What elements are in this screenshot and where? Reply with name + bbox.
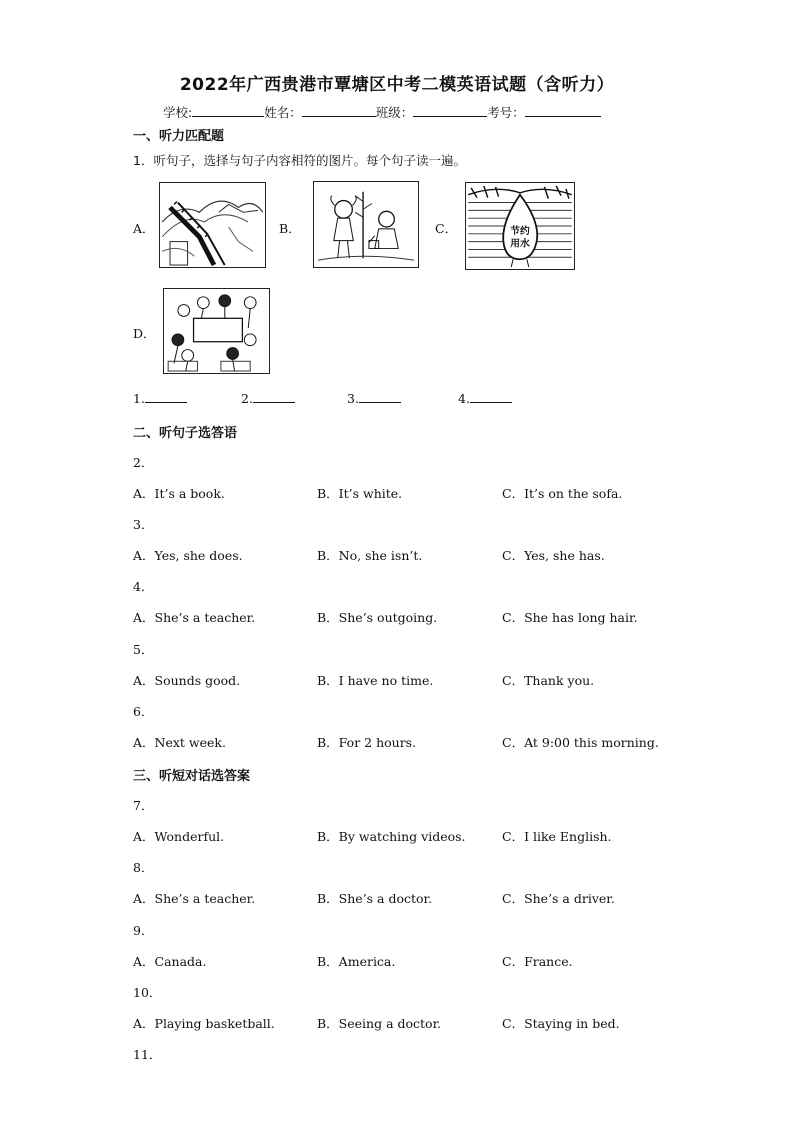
picture-d-label: D． <box>133 326 156 341</box>
option-a[interactable]: A．Sounds good. <box>133 673 241 688</box>
option-c[interactable]: C．At 9:00 this morning. <box>502 735 659 750</box>
answer-4-blank[interactable] <box>470 391 512 403</box>
option-b[interactable]: B．For 2 hours. <box>317 735 417 750</box>
option-b[interactable]: B．She’s a doctor. <box>317 891 433 906</box>
answer-4 <box>458 391 512 406</box>
option-c[interactable]: C．She has long hair. <box>502 610 638 625</box>
question-number: 8． <box>133 860 154 875</box>
option-a[interactable]: A．Playing basketball. <box>133 1016 275 1031</box>
water-drop-text-line2: 用水 <box>510 238 530 250</box>
question-number: 3． <box>133 517 154 532</box>
answer-4-label: 4. <box>458 391 470 406</box>
section3-heading: 三、听短对话选答案 <box>133 769 251 784</box>
answer-3-label: 3. <box>347 391 359 406</box>
number-label: 考号： <box>487 105 525 120</box>
section1-instruction: 1．听句子，选择与句子内容相符的图片。每个句子读一遍。 <box>133 153 466 168</box>
question-number: 5． <box>133 642 154 657</box>
option-a[interactable]: A．It’s a book. <box>133 486 225 501</box>
answer-2-blank[interactable] <box>253 391 295 403</box>
question-number: 7． <box>133 798 154 813</box>
section2-heading: 二、听句子选答语 <box>133 426 238 441</box>
question-number: 11． <box>133 1047 162 1062</box>
page-title: 2022年广西贵港市覃塘区中考二模英语试题（含听力） <box>179 75 615 95</box>
children-planting-tree-picture <box>313 181 419 268</box>
option-a[interactable]: A．Canada. <box>133 954 207 969</box>
option-c[interactable]: C．It’s on the sofa. <box>502 486 623 501</box>
option-b[interactable]: B．I have no time. <box>317 673 434 688</box>
option-c[interactable]: C．Thank you. <box>502 673 595 688</box>
water-drop-save-water-picture <box>465 182 575 270</box>
option-b[interactable]: B．She’s outgoing. <box>317 610 438 625</box>
school-blank[interactable] <box>192 104 264 117</box>
option-a[interactable]: A．Next week. <box>133 735 226 750</box>
option-c[interactable]: C．She’s a driver. <box>502 891 615 906</box>
number-blank[interactable] <box>525 104 601 117</box>
option-c[interactable]: C．I like English. <box>502 829 612 844</box>
great-wall-picture <box>159 182 266 268</box>
school-label: 学校: <box>163 105 193 120</box>
option-c[interactable]: C．France. <box>502 954 573 969</box>
picture-a-label: A． <box>133 221 155 236</box>
option-b[interactable]: B．No, she isn’t. <box>317 548 423 563</box>
option-a[interactable]: A．Yes, she does. <box>133 548 243 563</box>
option-a[interactable]: A．She’s a teacher. <box>133 891 256 906</box>
question-number: 10． <box>133 985 162 1000</box>
option-c[interactable]: C．Staying in bed. <box>502 1016 620 1031</box>
question-number: 6． <box>133 704 154 719</box>
option-a[interactable]: A．She’s a teacher. <box>133 610 256 625</box>
name-blank[interactable] <box>302 104 376 117</box>
question-number: 2． <box>133 455 154 470</box>
answer-1-label: 1. <box>133 391 145 406</box>
question-number: 4． <box>133 579 154 594</box>
option-b[interactable]: B．America. <box>317 954 396 969</box>
student-info-line <box>163 103 601 121</box>
option-a[interactable]: A．Wonderful. <box>133 829 225 844</box>
classroom-discussion-picture <box>163 288 270 374</box>
answer-3-blank[interactable] <box>359 391 401 403</box>
water-drop-text-line1: 节约 <box>510 225 530 237</box>
answer-1-blank[interactable] <box>145 391 187 403</box>
option-b[interactable]: B．It’s white. <box>317 486 403 501</box>
option-b[interactable]: B．By watching videos. <box>317 829 466 844</box>
picture-b-label: B． <box>279 221 301 236</box>
answer-3 <box>347 391 401 406</box>
picture-c-label: C． <box>435 221 458 236</box>
question-number: 9． <box>133 923 154 938</box>
name-label: 姓名： <box>264 105 302 120</box>
class-label: 班级： <box>375 105 414 120</box>
answer-2 <box>241 391 295 406</box>
section1-heading: 一、听力匹配题 <box>133 129 225 144</box>
class-blank[interactable] <box>413 104 487 117</box>
option-b[interactable]: B．Seeing a doctor. <box>317 1016 442 1031</box>
answer-2-label: 2. <box>241 391 253 406</box>
option-c[interactable]: C．Yes, she has. <box>502 548 605 563</box>
answer-1 <box>133 391 187 406</box>
